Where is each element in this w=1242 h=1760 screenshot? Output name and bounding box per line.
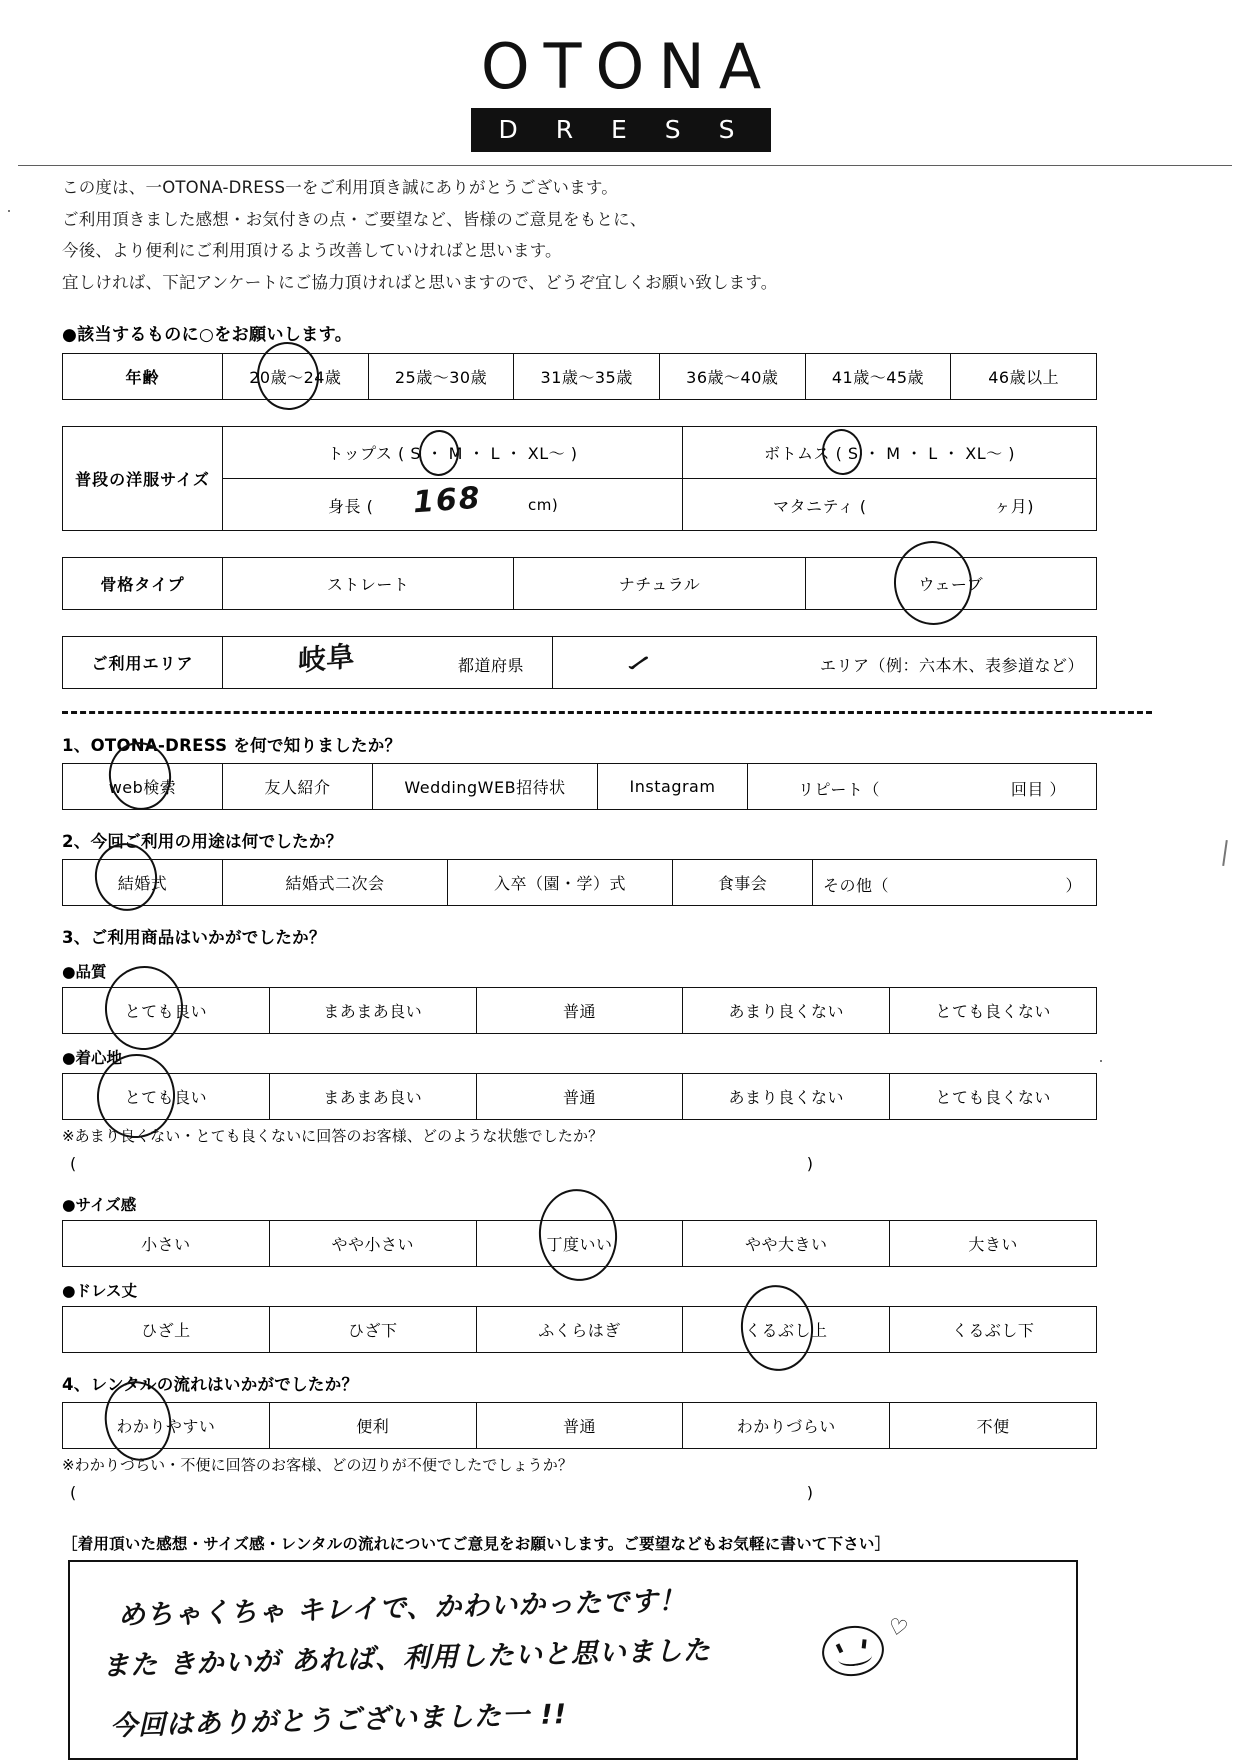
intro-line-2: ご利用頂きました感想・お気付きの点・ご要望など、皆様のご意見をもとに、 — [62, 209, 647, 229]
smiley-face-icon — [819, 1621, 887, 1679]
area-label: ご利用エリア — [63, 636, 223, 688]
open-paren: ( — [70, 1153, 77, 1173]
q3-dress-length-table — [62, 1306, 1097, 1353]
size-feel-option-large[interactable] — [890, 1220, 1097, 1266]
table-row — [63, 426, 1097, 478]
intro-line-1: この度は、一OTONA-DRESS一をご利用頂き誠にありがとうございます。 — [62, 178, 618, 197]
q2-option-ceremony[interactable] — [448, 859, 673, 905]
comfort-option-label: まあまあ良い — [323, 1087, 423, 1107]
scan-artifact-line — [18, 165, 1232, 166]
tops-size-cell[interactable] — [223, 426, 683, 478]
comment-section-title: ［着用頂いた感想・サイズ感・レンタルの流れについてご意見をお願いします。ご要望などもお気軽に書いて下さい］ — [62, 1534, 891, 1553]
q3-size-feel-label: ●サイズ感 — [62, 1195, 137, 1214]
q2-option-other[interactable] — [813, 859, 1097, 905]
comfort-option-very-good[interactable] — [63, 1073, 270, 1119]
dress-length-option-label: ふくらはぎ — [538, 1320, 621, 1340]
q3-comfort-table — [62, 1073, 1097, 1120]
tops-size-label: トップス ( S ・ M ・ L ・ XL〜 ) — [327, 443, 578, 463]
comfort-option-label: 普通 — [562, 1087, 596, 1107]
quality-option-fairly-good[interactable] — [269, 987, 476, 1033]
quality-option-very-good[interactable] — [63, 987, 270, 1033]
area-hint: エリア（例：六本木、表参道など） — [819, 655, 1084, 675]
q3-comfort-answer-field[interactable] — [70, 1154, 1105, 1173]
q4-table — [62, 1402, 1097, 1449]
body-type-table — [62, 557, 1097, 610]
age-option-36-40[interactable] — [659, 353, 805, 399]
age-option-41-45[interactable] — [805, 353, 951, 399]
size-feel-option-label: 丁度いい — [546, 1234, 613, 1254]
q2-option-label: 結婚式 — [117, 873, 168, 893]
table-row — [63, 353, 1097, 399]
dress-length-option-label: くるぶし上 — [745, 1320, 828, 1340]
q4-option-convenient[interactable] — [269, 1402, 476, 1448]
quality-option-label: あまり良くない — [728, 1001, 845, 1021]
close-paren: ) — [806, 1482, 813, 1502]
quality-option-label: 普通 — [562, 1001, 596, 1021]
q2-option-after-party[interactable] — [223, 859, 448, 905]
clothing-size-table — [62, 426, 1097, 531]
dress-length-option-below-ankle[interactable] — [890, 1306, 1097, 1352]
size-feel-option-small[interactable] — [63, 1220, 270, 1266]
q4-option-label: 便利 — [356, 1416, 390, 1436]
comment-handwritten-line-2: また きかいが あれば、利用したいと思いました — [101, 1634, 712, 1682]
comfort-option-normal[interactable] — [476, 1073, 683, 1119]
age-option-31-35[interactable] — [514, 353, 660, 399]
dress-length-option-label: ひざ下 — [347, 1320, 398, 1340]
q1-title: 1、OTONA-DRESS を何で知りましたか？ — [62, 735, 402, 755]
q1-table — [62, 763, 1097, 810]
q4-option-easy[interactable] — [63, 1402, 270, 1448]
q1-option-label: web検索 — [108, 777, 177, 797]
section-separator — [62, 711, 1152, 714]
q4-option-hard[interactable] — [683, 1402, 890, 1448]
q1-option-web-search[interactable] — [63, 763, 223, 809]
comfort-option-very-bad[interactable] — [890, 1073, 1097, 1119]
age-option-label: 36歳〜40歳 — [686, 367, 779, 387]
brand-logo — [0, 0, 1242, 152]
age-option-label: 41歳〜45歳 — [831, 367, 925, 387]
comfort-option-fairly-good[interactable] — [269, 1073, 476, 1119]
quality-option-normal[interactable] — [476, 987, 683, 1033]
body-type-label: 骨格タイプ — [63, 557, 223, 609]
scan-speck — [8, 210, 10, 212]
q4-title: 4、レンタルの流れはいかがでしたか？ — [62, 1374, 359, 1394]
area-handwritten-value: ー — [620, 643, 659, 683]
q2-table — [62, 859, 1097, 906]
q1-option-wedding-web[interactable] — [373, 763, 598, 809]
q2-option-label: 結婚式二次会 — [285, 873, 385, 893]
age-option-label: 46歳以上 — [988, 367, 1060, 387]
comfort-option-label: とても良い — [124, 1087, 208, 1107]
intro-line-4: 宜しければ、下記アンケートにご協力頂ければと思いますので、どうぞ宜しくお願い致します。 — [62, 272, 778, 292]
area-table — [62, 636, 1097, 689]
scan-speck — [1100, 1060, 1102, 1062]
q1-option-instagram[interactable] — [598, 763, 748, 809]
intro-paragraph — [62, 178, 1122, 294]
size-feel-option-just-right[interactable] — [476, 1220, 683, 1266]
dress-length-option-above-ankle[interactable] — [683, 1306, 890, 1352]
age-option-label: 25歳〜30歳 — [394, 367, 488, 387]
height-label: 身長 ( — [328, 496, 374, 516]
dress-length-option-above-knee[interactable] — [63, 1306, 270, 1352]
q3-dress-length-label: ●ドレス丈 — [62, 1281, 138, 1300]
q3-comfort-note: ※あまり良くない・とても良くないに回答のお客様、どのような状態でしたか？ — [62, 1126, 604, 1145]
q4-option-label: わかりづらい — [736, 1416, 836, 1436]
clothing-size-label: 普段の洋服サイズ — [63, 426, 223, 530]
open-paren: ( — [70, 1482, 77, 1502]
comfort-option-label: あまり良くない — [728, 1087, 845, 1107]
height-cell[interactable] — [223, 478, 683, 530]
q4-option-normal[interactable] — [476, 1402, 683, 1448]
size-feel-option-slightly-large[interactable] — [683, 1220, 890, 1266]
table-row — [63, 1306, 1097, 1352]
prefecture-handwritten-value: 岐阜 — [297, 638, 356, 678]
q2-option-label: 食事会 — [717, 873, 768, 893]
size-feel-option-label: やや大きい — [745, 1234, 828, 1254]
q2-option-dinner[interactable] — [673, 859, 813, 905]
q4-option-label: わかりやすい — [116, 1416, 216, 1436]
comment-handwritten-line-1: めちゃくちゃ キレイで、かわいかったです！ — [117, 1585, 687, 1631]
table-row — [63, 1220, 1097, 1266]
maternity-cell[interactable] — [683, 478, 1097, 530]
maternity-unit: ヶ月) — [994, 496, 1034, 516]
q3-quality-label: ●品質 — [62, 962, 107, 981]
q1-option-label: WeddingWEB招待状 — [404, 777, 566, 797]
quality-option-label: とても良くない — [935, 1001, 1051, 1021]
body-type-option-natural[interactable] — [514, 557, 805, 609]
q4-note: ※わかりづらい・不便に回答のお客様、どの辺りが不便でしたでしょうか？ — [62, 1455, 573, 1474]
table-row — [63, 987, 1097, 1033]
smiley-mouth — [837, 1647, 873, 1668]
q4-option-label: 不便 — [976, 1416, 1010, 1436]
age-option-label: 20歳〜24歳 — [249, 367, 342, 387]
table-row — [63, 1073, 1097, 1119]
logo-otona-text: OTONA — [480, 30, 776, 103]
table-row — [63, 1402, 1097, 1448]
body-type-option-label: ウェーブ — [918, 574, 984, 594]
q1-option-label: Instagram — [629, 776, 716, 796]
q4-option-inconvenient[interactable] — [890, 1402, 1097, 1448]
height-handwritten-value: 168 — [411, 480, 483, 520]
comfort-option-not-so-good[interactable] — [683, 1073, 890, 1119]
heart-icon: ♡ — [885, 1613, 911, 1643]
table-row — [63, 636, 1097, 688]
close-paren: ) — [806, 1153, 813, 1173]
dress-length-option-label: ひざ上 — [141, 1320, 191, 1340]
q1-repeat-suffix: 回目 ） — [1010, 779, 1066, 799]
q2-option-wedding[interactable] — [63, 859, 223, 905]
q1-option-friend[interactable] — [223, 763, 373, 809]
age-table — [62, 353, 1097, 400]
q2-option-label: その他（ — [823, 875, 890, 895]
table-row — [63, 763, 1097, 809]
comment-box[interactable] — [68, 1560, 1078, 1760]
dress-length-option-calf[interactable] — [476, 1306, 683, 1352]
intro-line-3: 今後、より便利にご利用頂けるよう改善していければと思います。 — [62, 241, 562, 261]
bottoms-size-cell[interactable] — [683, 426, 1097, 478]
logo-dress-text: D R E S S — [471, 108, 772, 152]
q3-title: 3、ご利用商品はいかがでしたか？ — [62, 927, 326, 947]
prefecture-cell[interactable] — [223, 636, 553, 688]
q4-answer-field[interactable] — [70, 1483, 1105, 1502]
table-row — [63, 859, 1097, 905]
quality-option-not-so-good[interactable] — [683, 987, 890, 1033]
body-type-option-straight[interactable] — [223, 557, 514, 609]
q3-quality-table — [62, 987, 1097, 1034]
q1-option-label: リピート（ — [798, 779, 880, 799]
dress-length-option-below-knee[interactable] — [269, 1306, 476, 1352]
quality-option-label: とても良い — [124, 1001, 208, 1021]
q2-option-label: 入卒（園・学）式 — [493, 873, 626, 893]
area-detail-cell[interactable] — [553, 636, 1097, 688]
age-option-20-24[interactable] — [223, 353, 369, 399]
maternity-label: マタニティ ( — [773, 496, 867, 516]
q3-comfort-label: ●着心地 — [62, 1048, 123, 1067]
height-unit: cm) — [528, 495, 559, 514]
age-option-46-plus[interactable] — [951, 353, 1097, 399]
size-feel-option-label: 大きい — [968, 1234, 1018, 1254]
size-feel-option-slightly-small[interactable] — [269, 1220, 476, 1266]
q2-title: 2、今回ご利用の用途は何でしたか？ — [62, 831, 343, 851]
quality-option-very-bad[interactable] — [890, 987, 1097, 1033]
comment-handwritten-line-3: 今回はありがとうございました一 !! — [109, 1698, 568, 1742]
body-type-option-label: ストレート — [326, 574, 410, 594]
table-row — [63, 557, 1097, 609]
body-type-option-wave[interactable] — [805, 557, 1096, 609]
q1-option-label: 友人紹介 — [264, 777, 331, 797]
instruction-text: ●該当するものに○をお願いします。 — [62, 324, 353, 345]
q2-other-suffix: ） — [1065, 875, 1082, 895]
age-option-25-30[interactable] — [368, 353, 514, 399]
q3-size-feel-table — [62, 1220, 1097, 1267]
quality-option-label: まあまあ良い — [323, 1001, 423, 1021]
dress-length-option-label: くるぶし下 — [951, 1320, 1035, 1340]
age-label: 年齢 — [63, 353, 223, 399]
prefecture-suffix: 都道府県 — [457, 655, 524, 675]
age-option-label: 31歳〜35歳 — [540, 367, 633, 387]
q1-option-repeat[interactable] — [748, 763, 1097, 809]
size-feel-option-label: やや小さい — [331, 1234, 414, 1254]
size-feel-option-label: 小さい — [141, 1234, 191, 1254]
body-type-option-label: ナチュラル — [618, 574, 701, 594]
bottoms-size-label: ボトムス ( S ・ M ・ L ・ XL〜 ) — [763, 443, 1015, 463]
comfort-option-label: とても良くない — [935, 1087, 1051, 1107]
q4-option-label: 普通 — [562, 1416, 596, 1436]
